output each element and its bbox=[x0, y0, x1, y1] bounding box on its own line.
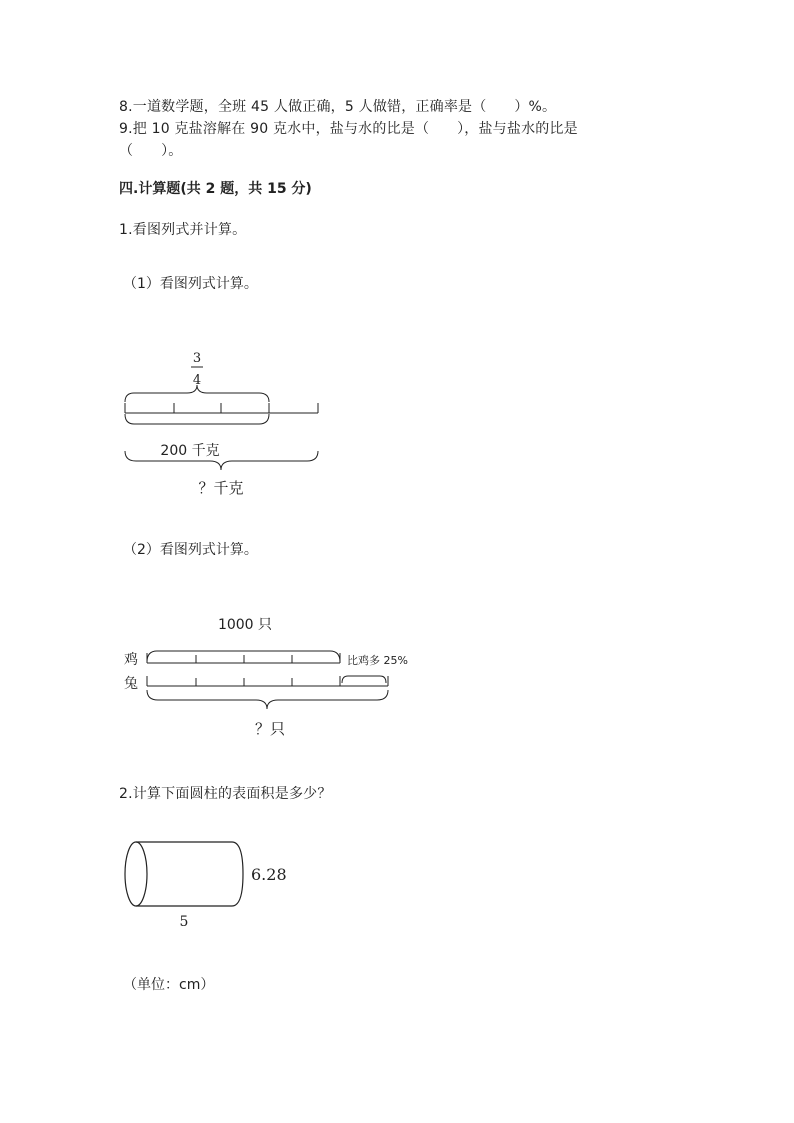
extra-brace bbox=[342, 676, 386, 683]
row2-label: 兔 bbox=[124, 676, 138, 692]
cylinder-right-arc bbox=[232, 842, 243, 906]
bottom-brace-2 bbox=[147, 690, 388, 709]
cylinder-left-face bbox=[125, 842, 147, 906]
question-8: 8.一道数学题，全班 45 人做正确，5 人做错，正确率是（ ）%。 bbox=[119, 99, 557, 115]
fraction-denominator: 4 bbox=[192, 373, 202, 388]
problem1-part1-title: （1）看图列式计算。 bbox=[123, 276, 258, 292]
section-title: 四.计算题(共 2 题，共 15 分) bbox=[119, 181, 312, 197]
question-9-line1: 9.把 10 克盐溶解在 90 克水中，盐与水的比是（ ），盐与盐水的比是 bbox=[119, 121, 578, 137]
question-9-line2: （ ）。 bbox=[119, 143, 183, 159]
row1-label: 鸡 bbox=[124, 652, 138, 668]
bottom-brace-1a bbox=[125, 414, 269, 424]
height-label: 6.28 bbox=[251, 865, 287, 884]
unit-note: （单位：cm） bbox=[123, 977, 215, 993]
extra-label: 比鸡多 25% bbox=[347, 654, 408, 667]
top-label-2: 1000 只 bbox=[217, 617, 273, 633]
problem2-title: 2.计算下面圆柱的表面积是多少？ bbox=[119, 786, 332, 802]
question-label-2: ？只 bbox=[254, 720, 286, 738]
known-label: 200 千克 bbox=[160, 443, 220, 459]
fraction-numerator: 3 bbox=[192, 351, 202, 366]
problem1-part2-title: （2）看图列式计算。 bbox=[123, 542, 258, 558]
cylinder bbox=[125, 842, 243, 906]
length-label: 5 bbox=[179, 914, 189, 930]
problem1-title: 1.看图列式并计算。 bbox=[119, 222, 247, 238]
bottom-brace-1b bbox=[125, 451, 318, 470]
question-label-1: ？千克 bbox=[198, 479, 244, 497]
